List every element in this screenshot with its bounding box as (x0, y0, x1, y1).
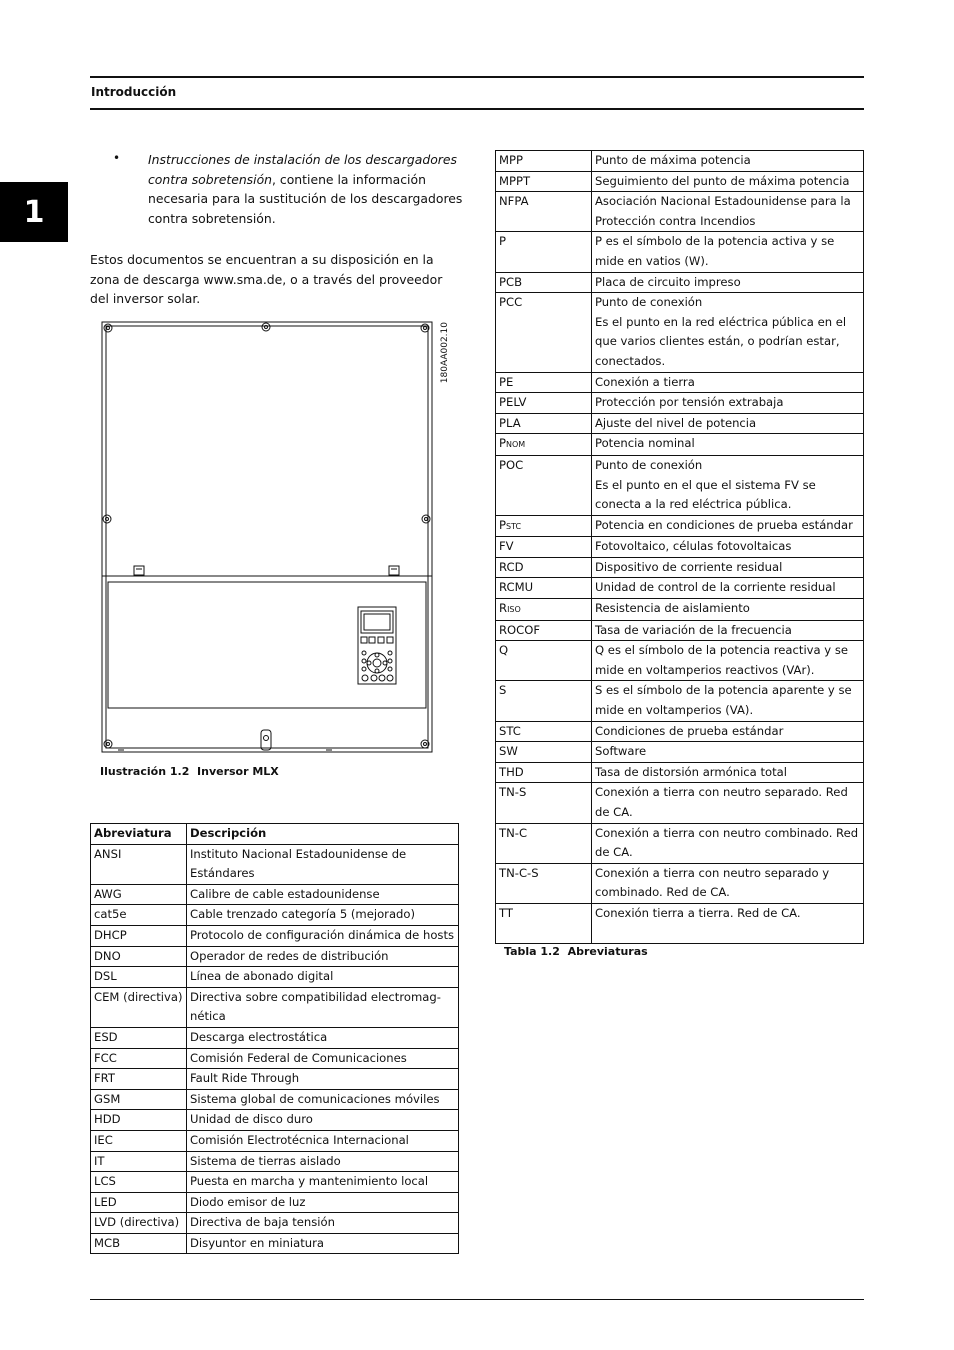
abbreviation-cell: Q (496, 641, 592, 681)
bullet-rest: , contiene la información necesaria para la sustitución de los descargadores contra sobretensión. (148, 171, 463, 226)
description-cell: Unidad de control de la corriente residual (592, 578, 864, 599)
table-row (91, 987, 459, 1027)
description-cell: Sistema de tierras aislado (187, 1151, 459, 1172)
description-cell: Conexión tierra a tierra. Red de CA. (592, 903, 864, 943)
description-cell: Potencia nominal (592, 434, 864, 456)
abbreviation-cell: MCB (91, 1233, 187, 1254)
abbreviation-cell: LVD (directiva) (91, 1213, 187, 1234)
description-cell: Instituto Nacional Estadounidense de Estándares (187, 844, 459, 884)
table-row (91, 1172, 459, 1193)
table-row (496, 515, 864, 537)
table-caption (504, 945, 648, 958)
abbreviation-cell: RCMU (496, 578, 592, 599)
abbreviation-cell: ROCOF (496, 620, 592, 641)
description-cell: Conexión a tierra (592, 372, 864, 393)
abbreviation-cell: TN-C (496, 823, 592, 863)
description-cell: Software (592, 742, 864, 763)
table-row (496, 171, 864, 192)
table-row (91, 1192, 459, 1213)
abbreviations-table-right (495, 150, 864, 944)
table-row (496, 578, 864, 599)
description-cell: Conexión a tierra con neutro separado y combinado. Red de CA. (592, 863, 864, 903)
subscript: ISO (507, 605, 521, 615)
table-row (91, 1213, 459, 1234)
table-row (496, 721, 864, 742)
subscript: NOM (506, 440, 526, 450)
table-row (496, 192, 864, 232)
table-row (496, 293, 864, 372)
abbreviation-cell: ESD (91, 1027, 187, 1048)
abbreviation-cell: PLA (496, 413, 592, 434)
figure-caption-number: Ilustración 1.2 (100, 765, 190, 778)
abbreviation-cell: PELV (496, 393, 592, 414)
table-row (91, 1233, 459, 1254)
table-row (496, 413, 864, 434)
description-cell: Conexión a tierra con neutro separado. Red de CA. (592, 783, 864, 823)
abbreviation-cell: IEC (91, 1130, 187, 1151)
description-cell: Punto de máxima potencia (592, 151, 864, 172)
table-row (91, 946, 459, 967)
table-header-row (91, 824, 459, 845)
abbreviation-cell: IT (91, 1151, 187, 1172)
table-row (91, 1069, 459, 1090)
footer-rule (90, 1299, 864, 1300)
table-row (496, 641, 864, 681)
table-row (496, 599, 864, 621)
table-row (496, 681, 864, 721)
table-row (91, 884, 459, 905)
abbreviation-cell: PSTC (496, 515, 592, 537)
bullet-italic: Instrucciones de instalación de los descargadores contra sobretensión (148, 152, 457, 187)
table-row (91, 1130, 459, 1151)
abbreviation-cell: TN-S (496, 783, 592, 823)
description-cell: Protocolo de configuración dinámica de hosts (187, 925, 459, 946)
abbreviation-cell: THD (496, 762, 592, 783)
abbreviation-cell: PCB (496, 272, 592, 293)
description-cell: Dispositivo de corriente residual (592, 557, 864, 578)
abbreviation-cell: P (496, 232, 592, 272)
table-row (496, 372, 864, 393)
abbreviation-cell: DSL (91, 967, 187, 988)
description-cell: Condiciones de prueba estándar (592, 721, 864, 742)
abbreviation-cell: POC (496, 455, 592, 515)
table-row (496, 903, 864, 943)
figure-code: 180AA002.10 (440, 322, 450, 384)
description-cell: Seguimiento del punto de máxima potencia (592, 171, 864, 192)
table-row (496, 272, 864, 293)
abbreviation-cell: NFPA (496, 192, 592, 232)
abbreviation-cell: PNOM (496, 434, 592, 456)
abbreviation-cell: AWG (91, 884, 187, 905)
table-row (496, 823, 864, 863)
description-cell: Punto de conexión Es el punto en el que el sistema FV se conecta a la red eléctrica pública. (592, 455, 864, 515)
description-cell: Directiva sobre compatibilidad electromag-nética (187, 987, 459, 1027)
table-row (91, 1048, 459, 1069)
description-cell: Fotovoltaico, células fotovoltaicas (592, 537, 864, 558)
description-cell: Punto de conexión Es el punto en la red eléctrica pública en el que varios clientes están, o podrían estar, conectados. (592, 293, 864, 372)
description-cell: Sistema global de comunicaciones móviles (187, 1089, 459, 1110)
description-cell: Comisión Federal de Comunicaciones (187, 1048, 459, 1069)
table-row (496, 537, 864, 558)
header-rule-bottom (90, 108, 864, 110)
column-header: Abreviatura (91, 824, 187, 845)
description-cell: Fault Ride Through (187, 1069, 459, 1090)
description-cell: Asociación Nacional Estadounidense para la Protección contra Incendios (592, 192, 864, 232)
description-cell: Puesta en marcha y mantenimiento local (187, 1172, 459, 1193)
table-row (496, 232, 864, 272)
abbreviation-cell: S (496, 681, 592, 721)
description-cell: Calibre de cable estadounidense (187, 884, 459, 905)
abbreviation-cell: GSM (91, 1089, 187, 1110)
abbreviation-cell: TT (496, 903, 592, 943)
abbreviation-cell: LED (91, 1192, 187, 1213)
chapter-tab: 1 (0, 182, 68, 242)
abbreviation-cell: DHCP (91, 925, 187, 946)
abbreviation-cell: FCC (91, 1048, 187, 1069)
description-cell: Q es el símbolo de la potencia reactiva y se mide en voltamperios reactivos (VAr). (592, 641, 864, 681)
description-cell: Resistencia de aislamiento (592, 599, 864, 621)
abbreviation-cell: PE (496, 372, 592, 393)
inverter-drawing (98, 318, 440, 758)
description-cell: Placa de circuito impreso (592, 272, 864, 293)
table-row (496, 762, 864, 783)
table-row (91, 1110, 459, 1131)
description-cell: Operador de redes de distribución (187, 946, 459, 967)
table-row (91, 967, 459, 988)
table-caption-text: Abreviaturas (567, 945, 648, 958)
abbreviation-cell: TN-C-S (496, 863, 592, 903)
description-cell: Cable trenzado categoría 5 (mejorado) (187, 905, 459, 926)
description-cell: Comisión Electrotécnica Internacional (187, 1130, 459, 1151)
table-row (91, 925, 459, 946)
description-cell: Ajuste del nivel de potencia (592, 413, 864, 434)
abbreviation-cell: ANSI (91, 844, 187, 884)
table-row (496, 783, 864, 823)
table-row (496, 863, 864, 903)
bullet-dot: • (113, 151, 121, 165)
table-row (496, 434, 864, 456)
description-cell: Directiva de baja tensión (187, 1213, 459, 1234)
abbreviation-cell: cat5e (91, 905, 187, 926)
table-row (91, 1027, 459, 1048)
abbreviation-cell: CEM (directiva) (91, 987, 187, 1027)
header-title: Introducción (91, 85, 177, 99)
table-caption-number: Tabla 1.2 (504, 945, 560, 958)
column-header: Descripción (187, 824, 459, 845)
figure-caption (100, 765, 279, 778)
description-cell: Potencia en condiciones de prueba estándar (592, 515, 864, 537)
abbreviations-table-left (90, 823, 459, 1254)
table-row (91, 844, 459, 884)
table-row (496, 557, 864, 578)
abbreviation-cell: SW (496, 742, 592, 763)
description-cell: Diodo emisor de luz (187, 1192, 459, 1213)
abbreviation-cell: LCS (91, 1172, 187, 1193)
description-cell: Protección por tensión extrabaja (592, 393, 864, 414)
table-row (91, 905, 459, 926)
table-row (496, 620, 864, 641)
abbreviation-cell: HDD (91, 1110, 187, 1131)
abbreviation-cell: RISO (496, 599, 592, 621)
description-cell: Descarga electrostática (187, 1027, 459, 1048)
table-row (496, 393, 864, 414)
table-row (496, 151, 864, 172)
abbreviation-cell: MPP (496, 151, 592, 172)
header-rule-top (90, 76, 864, 78)
subscript: STC (506, 521, 522, 531)
table-row (496, 455, 864, 515)
table-row (496, 742, 864, 763)
abbreviation-cell: STC (496, 721, 592, 742)
description-cell: S es el símbolo de la potencia aparente y se mide en voltamperios (VA). (592, 681, 864, 721)
description-cell: Tasa de distorsión armónica total (592, 762, 864, 783)
bullet-text (148, 150, 464, 228)
table-row (91, 1089, 459, 1110)
abbreviation-cell: DNO (91, 946, 187, 967)
intro-paragraph: Estos documentos se encuentran a su disposición en la zona de descarga www.sma.de, o a través del proveedor del inversor solar. (90, 252, 443, 306)
description-cell: Unidad de disco duro (187, 1110, 459, 1131)
description-cell: P es el símbolo de la potencia activa y se mide en vatios (W). (592, 232, 864, 272)
description-cell: Línea de abonado digital (187, 967, 459, 988)
table-row (91, 1151, 459, 1172)
abbreviation-cell: RCD (496, 557, 592, 578)
description-cell: Conexión a tierra con neutro combinado. Red de CA. (592, 823, 864, 863)
description-cell: Tasa de variación de la frecuencia (592, 620, 864, 641)
figure-caption-text: Inversor MLX (197, 765, 279, 778)
abbreviation-cell: MPPT (496, 171, 592, 192)
abbreviation-cell: FV (496, 537, 592, 558)
description-cell: Disyuntor en miniatura (187, 1233, 459, 1254)
abbreviation-cell: PCC (496, 293, 592, 372)
abbreviation-cell: FRT (91, 1069, 187, 1090)
